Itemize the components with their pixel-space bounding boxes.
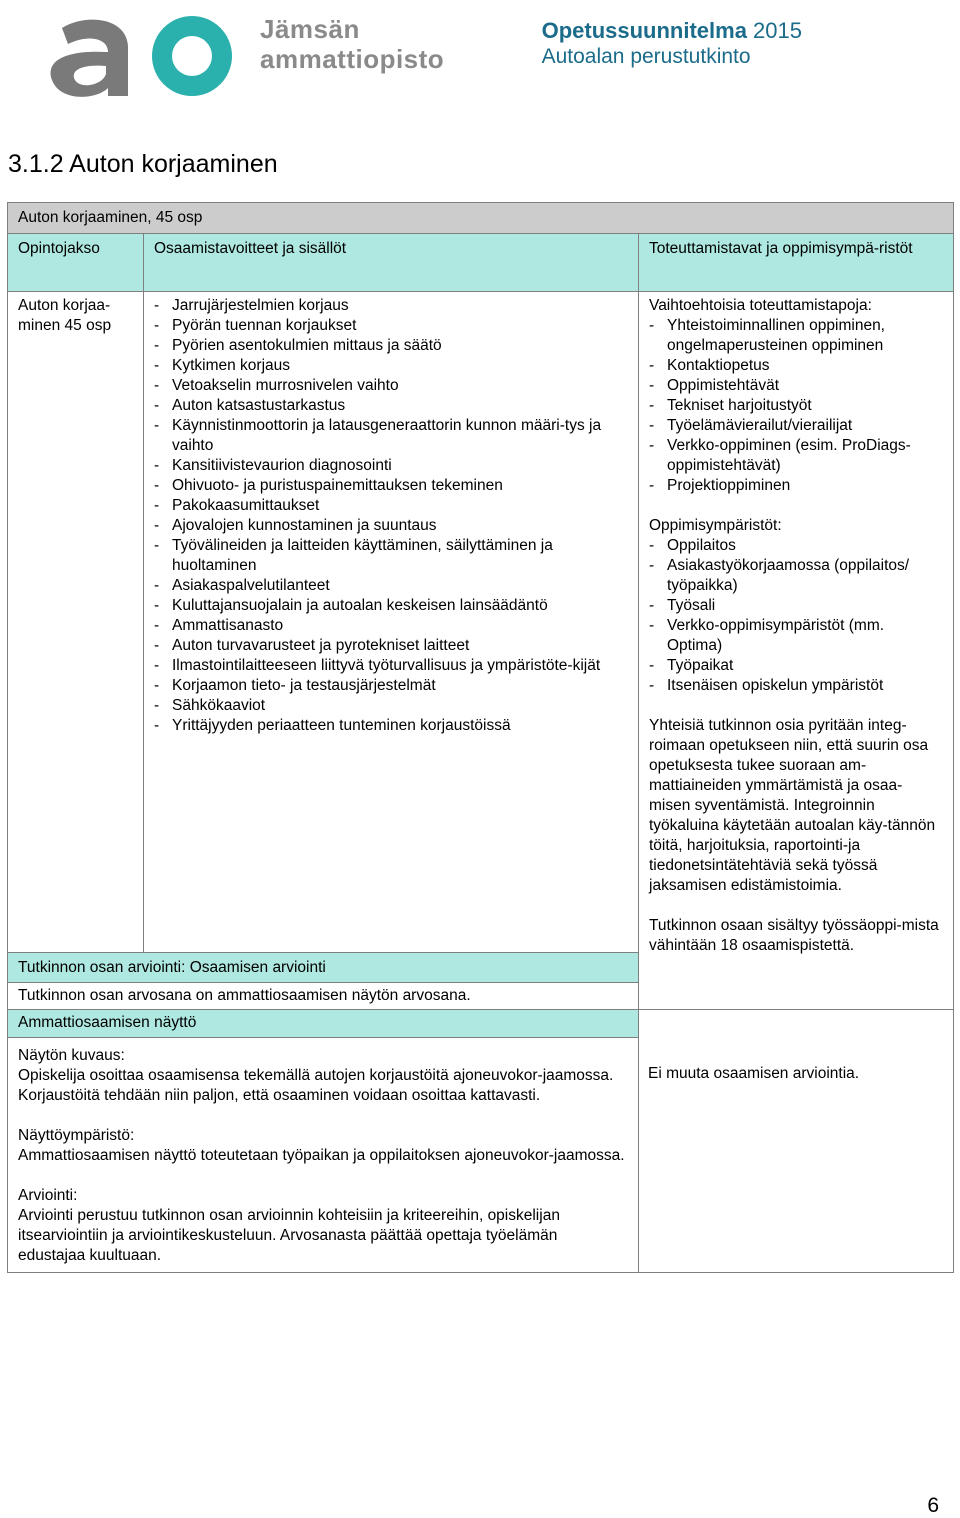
goal-item: - Korjaamon tieto- ja testausjärjestelmät xyxy=(154,676,628,696)
demo-header: Ammattiosaamisen näyttö xyxy=(8,1010,639,1038)
environments-title: Oppimisympäristöt: xyxy=(649,517,782,534)
environment-item: - Verkko-oppimisympäristöt (mm. Optima) xyxy=(649,616,943,656)
demo-cell xyxy=(8,1038,639,1273)
goal-item: - Työvälineiden ja laitteiden käyttäminen, säilyttäminen ja huoltaminen xyxy=(154,536,628,576)
environments-list xyxy=(649,536,943,696)
methods-list xyxy=(649,316,943,496)
demo-desc-label: Näytön kuvaus: xyxy=(18,1047,125,1064)
goal-item: - Auton turvavarusteet ja pyrotekniset laitteet xyxy=(154,636,628,656)
demo-desc-text: Opiskelija osoittaa osaamisensa tekemällä autojen korjaustöitä ajoneuvokor-jaamossa. Korjaustöitä tehdään niin paljon, että osaaminen voidaan osoittaa kattavasti. xyxy=(18,1067,614,1104)
assessment-text: Tutkinnon osan arvosana on ammattiosaamisen näytön arvosana. xyxy=(8,983,639,1010)
goal-item: - Vetoakselin murrosnivelen vaihto xyxy=(154,376,628,396)
demo-env-text: Ammattiosaamisen näyttö toteutetaan työpaikan ja oppilaitoksen ajoneuvokor-jaamossa. xyxy=(18,1147,625,1164)
method-item: - Tekniset harjoitustyöt xyxy=(649,396,943,416)
assessment-header: Tutkinnon osan arviointi: Osaamisen arviointi xyxy=(8,953,639,983)
logo-ao-mark xyxy=(22,0,252,108)
goal-item: - Kytkimen korjaus xyxy=(154,356,628,376)
goal-item: - Kuluttajansuojalain ja autoalan keskeisen lainsäädäntö xyxy=(154,596,628,616)
course-cell: Auton korjaa-minen 45 osp xyxy=(8,292,144,953)
eval-text: Arviointi perustuu tutkinnon osan arvioinnin kohteisiin ja kriteereihin, opiskelijan itsearviointiin ja arviointikeskusteluun. Arvosanasta päättää opettaja työelämän edustajaa kuultuaan. xyxy=(18,1207,560,1264)
col-header-methods: Toteuttamistavat ja oppimisympä-ristöt xyxy=(639,234,954,292)
environment-item: - Oppilaitos xyxy=(649,536,943,556)
method-item: - Yhteistoiminnallinen oppiminen, ongelmaperusteinen oppiminen xyxy=(649,316,943,356)
environment-item: - Työpaikat xyxy=(649,656,943,676)
goal-item: - Pakokaasumittaukset xyxy=(154,496,628,516)
page-number: 6 xyxy=(927,1494,939,1517)
document-subtitle: Autoalan perustutkinto xyxy=(541,45,751,68)
goal-item: - Jarrujärjestelmien korjaus xyxy=(154,296,628,316)
goal-item: - Ammattisanasto xyxy=(154,616,628,636)
logo-wordmark: Jämsän ammattiopisto xyxy=(260,14,445,74)
method-item: - Projektioppiminen xyxy=(649,476,943,496)
integration-text: Yhteisiä tutkinnon osia pyritään integ-roimaan opetukseen niin, että suurin osa opetuksesta tukee suoraan am-mattiaineiden ymmärtämistä ja osaa-misen syventämistä. Integroinnin työkaluina käytetään autoalan käy-tännön töitä, harjoituksia, raportointi-ja tiedonetsintätehtäviä sekä työssä jaksamisen edistämistoimia. xyxy=(649,717,936,894)
col-header-course: Opintojakso xyxy=(8,234,144,292)
goal-item: - Pyörän tuennan korjaukset xyxy=(154,316,628,336)
goal-item: - Sähkökaaviot xyxy=(154,696,628,716)
method-item: - Työelämävierailut/vierailijat xyxy=(649,416,943,436)
methods-cell xyxy=(639,292,954,1010)
goal-item: - Pyörien asentokulmien mittaus ja säätö xyxy=(154,336,628,356)
goal-item: - Yrittäjyyden periaatteen tunteminen korjaustöissä xyxy=(154,716,628,736)
method-item: - Kontaktiopetus xyxy=(649,356,943,376)
environment-item: - Itsenäisen opiskelun ympäristöt xyxy=(649,676,943,696)
section-title: 3.1.2 Auton korjaaminen xyxy=(8,150,278,178)
col-header-goals: Osaamistavoitteet ja sisällöt xyxy=(144,234,639,292)
demo-env-label: Näyttöympäristö: xyxy=(18,1127,135,1144)
environment-item: - Asiakastyökorjaamossa (oppilaitos/ työpaikka) xyxy=(649,556,943,596)
curriculum-table xyxy=(7,202,954,1273)
table-caption: Auton korjaaminen, 45 osp xyxy=(8,203,954,234)
goals-list xyxy=(154,296,628,736)
goal-item: - Käynnistinmoottorin ja latausgeneraattorin kunnon määri-tys ja vaihto xyxy=(154,416,628,456)
goal-item: - Ilmastointilaitteeseen liittyvä työturvallisuus ja ympäristöte-kijät xyxy=(154,656,628,676)
goals-cell xyxy=(144,292,639,953)
methods-title: Vaihtoehtoisia toteuttamistapoja: xyxy=(649,297,872,314)
goal-item: - Auton katsastustarkastus xyxy=(154,396,628,416)
goal-item: - Asiakaspalvelutilanteet xyxy=(154,576,628,596)
document-header xyxy=(542,18,802,70)
method-item: - Verkko-oppiminen (esim. ProDiags-oppimistehtävät) xyxy=(649,436,943,476)
no-other-assessment: Ei muuta osaamisen arviointia. xyxy=(648,1065,860,1082)
method-item: - Oppimistehtävät xyxy=(649,376,943,396)
workplace-text: Tutkinnon osaan sisältyy työssäoppi-mista vähintään 18 osaamispistettä. xyxy=(649,917,939,954)
goal-item: - Ajovalojen kunnostaminen ja suuntaus xyxy=(154,516,628,536)
logo xyxy=(22,0,445,108)
document-title: Opetussuunnitelma 2015 xyxy=(541,18,802,43)
goal-item: - Ohivuoto- ja puristuspainemittauksen tekeminen xyxy=(154,476,628,496)
environment-item: - Työsali xyxy=(649,596,943,616)
eval-label: Arviointi: xyxy=(18,1187,78,1204)
goal-item: - Kansitiivistevaurion diagnosointi xyxy=(154,456,628,476)
